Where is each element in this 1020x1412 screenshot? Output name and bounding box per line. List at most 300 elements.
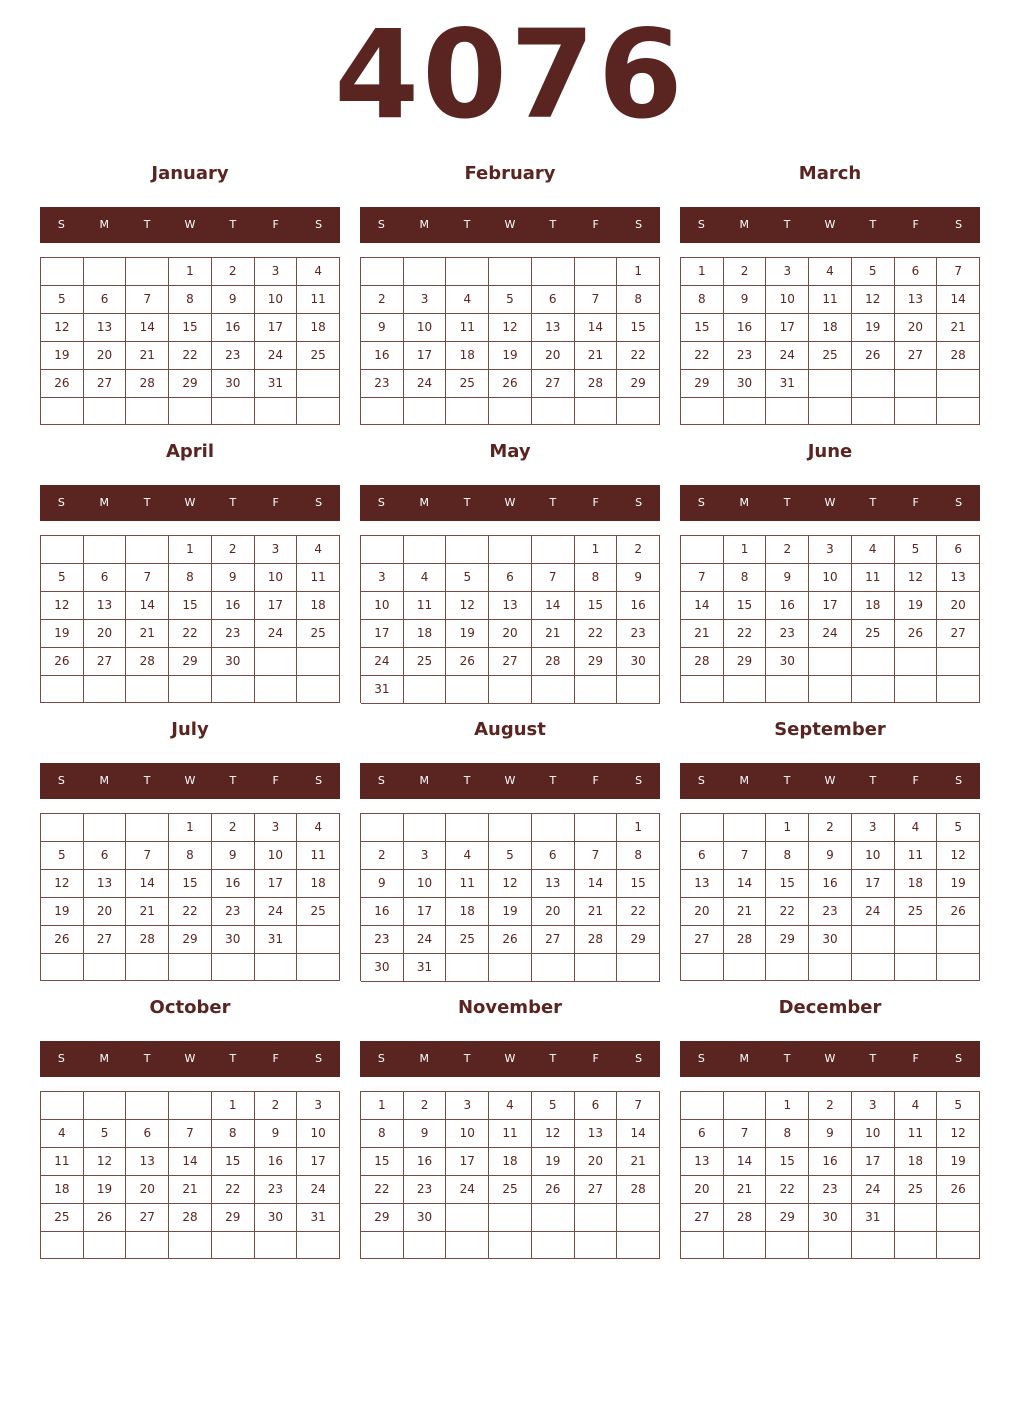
weekday-header-bar — [40, 485, 340, 521]
weekday-header: T — [549, 774, 557, 787]
weekday-header: S — [697, 496, 705, 509]
month-name: March — [798, 163, 862, 184]
day-cell: 31 — [255, 370, 298, 398]
day-cell: 3 — [404, 286, 447, 314]
empty-day-cell — [681, 814, 724, 842]
day-cell: 7 — [681, 564, 724, 592]
weekday-header: T — [143, 496, 151, 509]
month-july — [40, 714, 340, 982]
day-cell: 13 — [575, 1120, 618, 1148]
day-cell: 22 — [766, 1176, 809, 1204]
month-august — [360, 714, 660, 982]
day-cell: 26 — [937, 898, 980, 926]
day-cell: 21 — [126, 342, 169, 370]
weekday-header: M — [419, 1052, 430, 1065]
weekday-header: S — [955, 496, 963, 509]
empty-day-cell — [532, 954, 575, 982]
empty-day-cell — [937, 1204, 980, 1232]
day-cell: 11 — [852, 564, 895, 592]
empty-day-cell — [126, 1232, 169, 1259]
day-cell: 5 — [41, 564, 84, 592]
weekday-header-bar — [680, 763, 980, 799]
empty-day-cell — [809, 954, 852, 981]
day-cell: 2 — [404, 1092, 447, 1120]
empty-day-cell — [937, 676, 980, 703]
empty-day-cell — [84, 398, 127, 425]
day-cell: 1 — [617, 814, 660, 842]
empty-day-cell — [41, 676, 84, 703]
day-cell: 14 — [681, 592, 724, 620]
empty-day-cell — [809, 648, 852, 676]
weekday-header: S — [635, 496, 643, 509]
day-cell: 15 — [169, 314, 212, 342]
day-cell: 15 — [169, 870, 212, 898]
day-cell: 13 — [895, 286, 938, 314]
empty-day-cell — [937, 648, 980, 676]
day-cell: 7 — [937, 258, 980, 286]
day-cell: 24 — [255, 342, 298, 370]
empty-day-cell — [41, 536, 84, 564]
empty-day-cell — [297, 648, 340, 676]
day-cell: 14 — [575, 870, 618, 898]
day-cell: 19 — [41, 342, 84, 370]
weekday-header: W — [824, 1052, 836, 1065]
empty-day-cell — [575, 258, 618, 286]
day-cell: 9 — [404, 1120, 447, 1148]
weekday-header: M — [739, 496, 750, 509]
weekday-header: T — [869, 774, 877, 787]
weekday-header: F — [272, 218, 279, 231]
day-cell: 26 — [489, 926, 532, 954]
day-cell: 24 — [852, 898, 895, 926]
day-cell: 30 — [809, 1204, 852, 1232]
day-cell: 13 — [937, 564, 980, 592]
day-cell: 25 — [852, 620, 895, 648]
weekday-header: F — [912, 774, 919, 787]
day-cell: 21 — [575, 898, 618, 926]
empty-day-cell — [446, 1204, 489, 1232]
empty-day-cell — [724, 1232, 767, 1259]
day-cell: 12 — [41, 314, 84, 342]
empty-day-cell — [126, 954, 169, 981]
weekday-header-bar — [40, 1041, 340, 1077]
weekday-header: M — [419, 774, 430, 787]
day-cell: 26 — [852, 342, 895, 370]
empty-day-cell — [937, 1232, 980, 1259]
day-cell: 24 — [766, 342, 809, 370]
empty-day-cell — [361, 398, 404, 425]
day-cell: 15 — [575, 592, 618, 620]
day-cell: 17 — [361, 620, 404, 648]
day-cell: 17 — [852, 870, 895, 898]
day-cell: 1 — [724, 536, 767, 564]
day-cell: 12 — [937, 842, 980, 870]
empty-day-cell — [766, 954, 809, 981]
empty-day-cell — [84, 1232, 127, 1259]
day-cell: 24 — [255, 620, 298, 648]
day-cell: 30 — [212, 648, 255, 676]
day-cell: 4 — [297, 536, 340, 564]
day-cell: 13 — [532, 870, 575, 898]
day-cell: 15 — [617, 870, 660, 898]
day-cell: 6 — [532, 842, 575, 870]
day-cell: 20 — [489, 620, 532, 648]
day-cell: 29 — [766, 926, 809, 954]
weekday-header-bar — [360, 207, 660, 243]
empty-day-cell — [681, 1232, 724, 1259]
weekday-header: M — [739, 774, 750, 787]
day-cell: 4 — [852, 536, 895, 564]
day-cell: 20 — [681, 898, 724, 926]
day-cell: 8 — [766, 842, 809, 870]
empty-day-cell — [404, 398, 447, 425]
day-cell: 3 — [766, 258, 809, 286]
day-cell: 13 — [681, 870, 724, 898]
day-cell: 21 — [724, 1176, 767, 1204]
weekday-header: T — [229, 218, 237, 231]
empty-day-cell — [297, 370, 340, 398]
weekday-header: W — [504, 774, 516, 787]
day-cell: 10 — [852, 1120, 895, 1148]
weekday-header: S — [635, 774, 643, 787]
day-cell: 9 — [361, 870, 404, 898]
month-name: September — [774, 719, 886, 740]
day-cell: 18 — [404, 620, 447, 648]
day-cell: 3 — [852, 814, 895, 842]
day-cell: 9 — [617, 564, 660, 592]
day-cell: 20 — [532, 898, 575, 926]
day-cell: 17 — [255, 592, 298, 620]
empty-day-cell — [212, 676, 255, 703]
empty-day-cell — [532, 536, 575, 564]
day-cell: 30 — [212, 370, 255, 398]
weekday-header: S — [315, 218, 323, 231]
day-cell: 26 — [446, 648, 489, 676]
day-cell: 6 — [84, 842, 127, 870]
weekday-header: F — [272, 1052, 279, 1065]
day-cell: 31 — [297, 1204, 340, 1232]
month-name: June — [807, 441, 853, 462]
weekday-header: S — [57, 1052, 65, 1065]
day-cell: 20 — [681, 1176, 724, 1204]
empty-day-cell — [852, 648, 895, 676]
day-cell: 18 — [446, 342, 489, 370]
day-cell: 27 — [84, 370, 127, 398]
day-cell: 5 — [937, 1092, 980, 1120]
weekday-header: T — [229, 496, 237, 509]
day-cell: 6 — [126, 1120, 169, 1148]
empty-day-cell — [895, 648, 938, 676]
empty-day-cell — [724, 954, 767, 981]
weekday-header: S — [57, 496, 65, 509]
empty-day-cell — [126, 676, 169, 703]
day-cell: 21 — [169, 1176, 212, 1204]
day-cell: 12 — [852, 286, 895, 314]
day-cell: 12 — [489, 870, 532, 898]
month-september — [680, 714, 980, 982]
day-cell: 29 — [617, 370, 660, 398]
weekday-header: M — [739, 1052, 750, 1065]
day-cell: 8 — [681, 286, 724, 314]
day-cell: 19 — [41, 898, 84, 926]
day-cell: 23 — [404, 1176, 447, 1204]
day-cell: 9 — [724, 286, 767, 314]
weekday-header: W — [184, 1052, 196, 1065]
day-cell: 23 — [724, 342, 767, 370]
day-cell: 14 — [169, 1148, 212, 1176]
empty-day-cell — [84, 258, 127, 286]
day-cell: 20 — [84, 342, 127, 370]
weekday-header: S — [955, 218, 963, 231]
day-cell: 17 — [404, 898, 447, 926]
month-april — [40, 436, 340, 704]
empty-day-cell — [361, 536, 404, 564]
day-cell: 22 — [361, 1176, 404, 1204]
day-cell: 16 — [617, 592, 660, 620]
empty-day-cell — [617, 1232, 660, 1259]
day-cell: 2 — [212, 814, 255, 842]
weekday-header: S — [377, 1052, 385, 1065]
weekday-header: S — [955, 1052, 963, 1065]
day-cell: 9 — [212, 842, 255, 870]
weekday-header: T — [143, 218, 151, 231]
weekday-header: F — [272, 496, 279, 509]
empty-day-cell — [489, 536, 532, 564]
empty-day-cell — [489, 258, 532, 286]
empty-day-cell — [809, 398, 852, 425]
weekday-header: S — [635, 218, 643, 231]
day-cell: 19 — [532, 1148, 575, 1176]
day-cell: 19 — [937, 1148, 980, 1176]
empty-day-cell — [489, 954, 532, 982]
day-cell: 30 — [617, 648, 660, 676]
empty-day-cell — [895, 926, 938, 954]
day-cell: 23 — [766, 620, 809, 648]
day-cell: 14 — [937, 286, 980, 314]
day-cell: 23 — [255, 1176, 298, 1204]
day-cell: 25 — [41, 1204, 84, 1232]
day-cell: 23 — [361, 926, 404, 954]
day-cell: 23 — [212, 620, 255, 648]
day-cell: 1 — [766, 814, 809, 842]
empty-day-cell — [41, 814, 84, 842]
day-cell: 10 — [255, 564, 298, 592]
day-cell: 4 — [404, 564, 447, 592]
day-cell: 12 — [41, 870, 84, 898]
weekday-header-bar — [40, 207, 340, 243]
day-cell: 1 — [361, 1092, 404, 1120]
days-grid — [360, 813, 660, 981]
weekday-header: T — [869, 1052, 877, 1065]
days-grid — [360, 1091, 660, 1259]
empty-day-cell — [84, 536, 127, 564]
empty-day-cell — [404, 814, 447, 842]
empty-day-cell — [489, 398, 532, 425]
day-cell: 15 — [169, 592, 212, 620]
days-grid — [40, 257, 340, 425]
empty-day-cell — [41, 1092, 84, 1120]
day-cell: 19 — [895, 592, 938, 620]
empty-day-cell — [297, 676, 340, 703]
empty-day-cell — [404, 1232, 447, 1259]
day-cell: 24 — [404, 926, 447, 954]
day-cell: 26 — [41, 648, 84, 676]
empty-day-cell — [297, 954, 340, 981]
empty-day-cell — [724, 814, 767, 842]
day-cell: 27 — [681, 1204, 724, 1232]
day-cell: 2 — [724, 258, 767, 286]
day-cell: 18 — [41, 1176, 84, 1204]
day-cell: 18 — [297, 314, 340, 342]
weekday-header: W — [824, 774, 836, 787]
day-cell: 3 — [297, 1092, 340, 1120]
day-cell: 6 — [84, 564, 127, 592]
day-cell: 8 — [575, 564, 618, 592]
day-cell: 25 — [809, 342, 852, 370]
day-cell: 4 — [446, 842, 489, 870]
day-cell: 2 — [361, 842, 404, 870]
days-grid — [680, 813, 980, 981]
day-cell: 22 — [169, 898, 212, 926]
days-grid — [360, 535, 660, 703]
day-cell: 29 — [617, 926, 660, 954]
empty-day-cell — [84, 814, 127, 842]
day-cell: 9 — [809, 842, 852, 870]
day-cell: 28 — [532, 648, 575, 676]
day-cell: 14 — [126, 314, 169, 342]
empty-day-cell — [895, 1204, 938, 1232]
day-cell: 13 — [126, 1148, 169, 1176]
empty-day-cell — [446, 1232, 489, 1259]
day-cell: 2 — [809, 1092, 852, 1120]
day-cell: 18 — [895, 870, 938, 898]
day-cell: 12 — [532, 1120, 575, 1148]
day-cell: 12 — [937, 1120, 980, 1148]
day-cell: 14 — [724, 870, 767, 898]
month-name: August — [474, 719, 546, 740]
day-cell: 7 — [532, 564, 575, 592]
day-cell: 25 — [446, 370, 489, 398]
day-cell: 15 — [212, 1148, 255, 1176]
empty-day-cell — [84, 676, 127, 703]
day-cell: 11 — [404, 592, 447, 620]
empty-day-cell — [446, 258, 489, 286]
empty-day-cell — [361, 258, 404, 286]
day-cell: 1 — [212, 1092, 255, 1120]
day-cell: 7 — [724, 842, 767, 870]
month-name: December — [778, 997, 882, 1018]
weekday-header: M — [99, 1052, 110, 1065]
empty-day-cell — [169, 398, 212, 425]
empty-day-cell — [255, 398, 298, 425]
empty-day-cell — [532, 814, 575, 842]
day-cell: 21 — [575, 342, 618, 370]
weekday-header: T — [143, 1052, 151, 1065]
day-cell: 23 — [212, 342, 255, 370]
day-cell: 6 — [895, 258, 938, 286]
day-cell: 11 — [297, 842, 340, 870]
day-cell: 17 — [852, 1148, 895, 1176]
empty-day-cell — [575, 1204, 618, 1232]
empty-day-cell — [255, 954, 298, 981]
weekday-header: T — [463, 774, 471, 787]
day-cell: 28 — [681, 648, 724, 676]
day-cell: 26 — [41, 370, 84, 398]
empty-day-cell — [724, 1092, 767, 1120]
empty-day-cell — [297, 1232, 340, 1259]
day-cell: 14 — [575, 314, 618, 342]
empty-day-cell — [937, 370, 980, 398]
empty-day-cell — [41, 1232, 84, 1259]
day-cell: 28 — [126, 648, 169, 676]
empty-day-cell — [255, 648, 298, 676]
day-cell: 12 — [489, 314, 532, 342]
day-cell: 4 — [446, 286, 489, 314]
empty-day-cell — [212, 398, 255, 425]
empty-day-cell — [126, 814, 169, 842]
day-cell: 15 — [766, 870, 809, 898]
empty-day-cell — [446, 676, 489, 704]
day-cell: 9 — [809, 1120, 852, 1148]
day-cell: 5 — [489, 842, 532, 870]
days-grid — [680, 1091, 980, 1259]
day-cell: 22 — [169, 342, 212, 370]
day-cell: 28 — [169, 1204, 212, 1232]
empty-day-cell — [681, 536, 724, 564]
day-cell: 10 — [446, 1120, 489, 1148]
empty-day-cell — [126, 398, 169, 425]
day-cell: 8 — [724, 564, 767, 592]
day-cell: 29 — [212, 1204, 255, 1232]
day-cell: 7 — [126, 842, 169, 870]
weekday-header: S — [315, 1052, 323, 1065]
day-cell: 12 — [41, 592, 84, 620]
weekday-header: M — [99, 774, 110, 787]
day-cell: 12 — [84, 1148, 127, 1176]
day-cell: 24 — [852, 1176, 895, 1204]
day-cell: 24 — [809, 620, 852, 648]
weekday-header-bar — [680, 1041, 980, 1077]
day-cell: 14 — [724, 1148, 767, 1176]
day-cell: 11 — [446, 314, 489, 342]
day-cell: 17 — [255, 314, 298, 342]
empty-day-cell — [617, 398, 660, 425]
empty-day-cell — [126, 258, 169, 286]
day-cell: 11 — [895, 1120, 938, 1148]
day-cell: 13 — [84, 592, 127, 620]
day-cell: 1 — [169, 536, 212, 564]
day-cell: 31 — [766, 370, 809, 398]
empty-day-cell — [255, 676, 298, 703]
empty-day-cell — [895, 954, 938, 981]
day-cell: 1 — [169, 814, 212, 842]
day-cell: 29 — [169, 370, 212, 398]
day-cell: 7 — [724, 1120, 767, 1148]
days-grid — [40, 1091, 340, 1259]
empty-day-cell — [895, 1232, 938, 1259]
month-june — [680, 436, 980, 704]
empty-day-cell — [361, 814, 404, 842]
empty-day-cell — [681, 676, 724, 703]
day-cell: 11 — [895, 842, 938, 870]
day-cell: 19 — [41, 620, 84, 648]
day-cell: 26 — [532, 1176, 575, 1204]
day-cell: 8 — [169, 564, 212, 592]
weekday-header: S — [955, 774, 963, 787]
empty-day-cell — [575, 954, 618, 982]
day-cell: 19 — [489, 898, 532, 926]
day-cell: 18 — [895, 1148, 938, 1176]
